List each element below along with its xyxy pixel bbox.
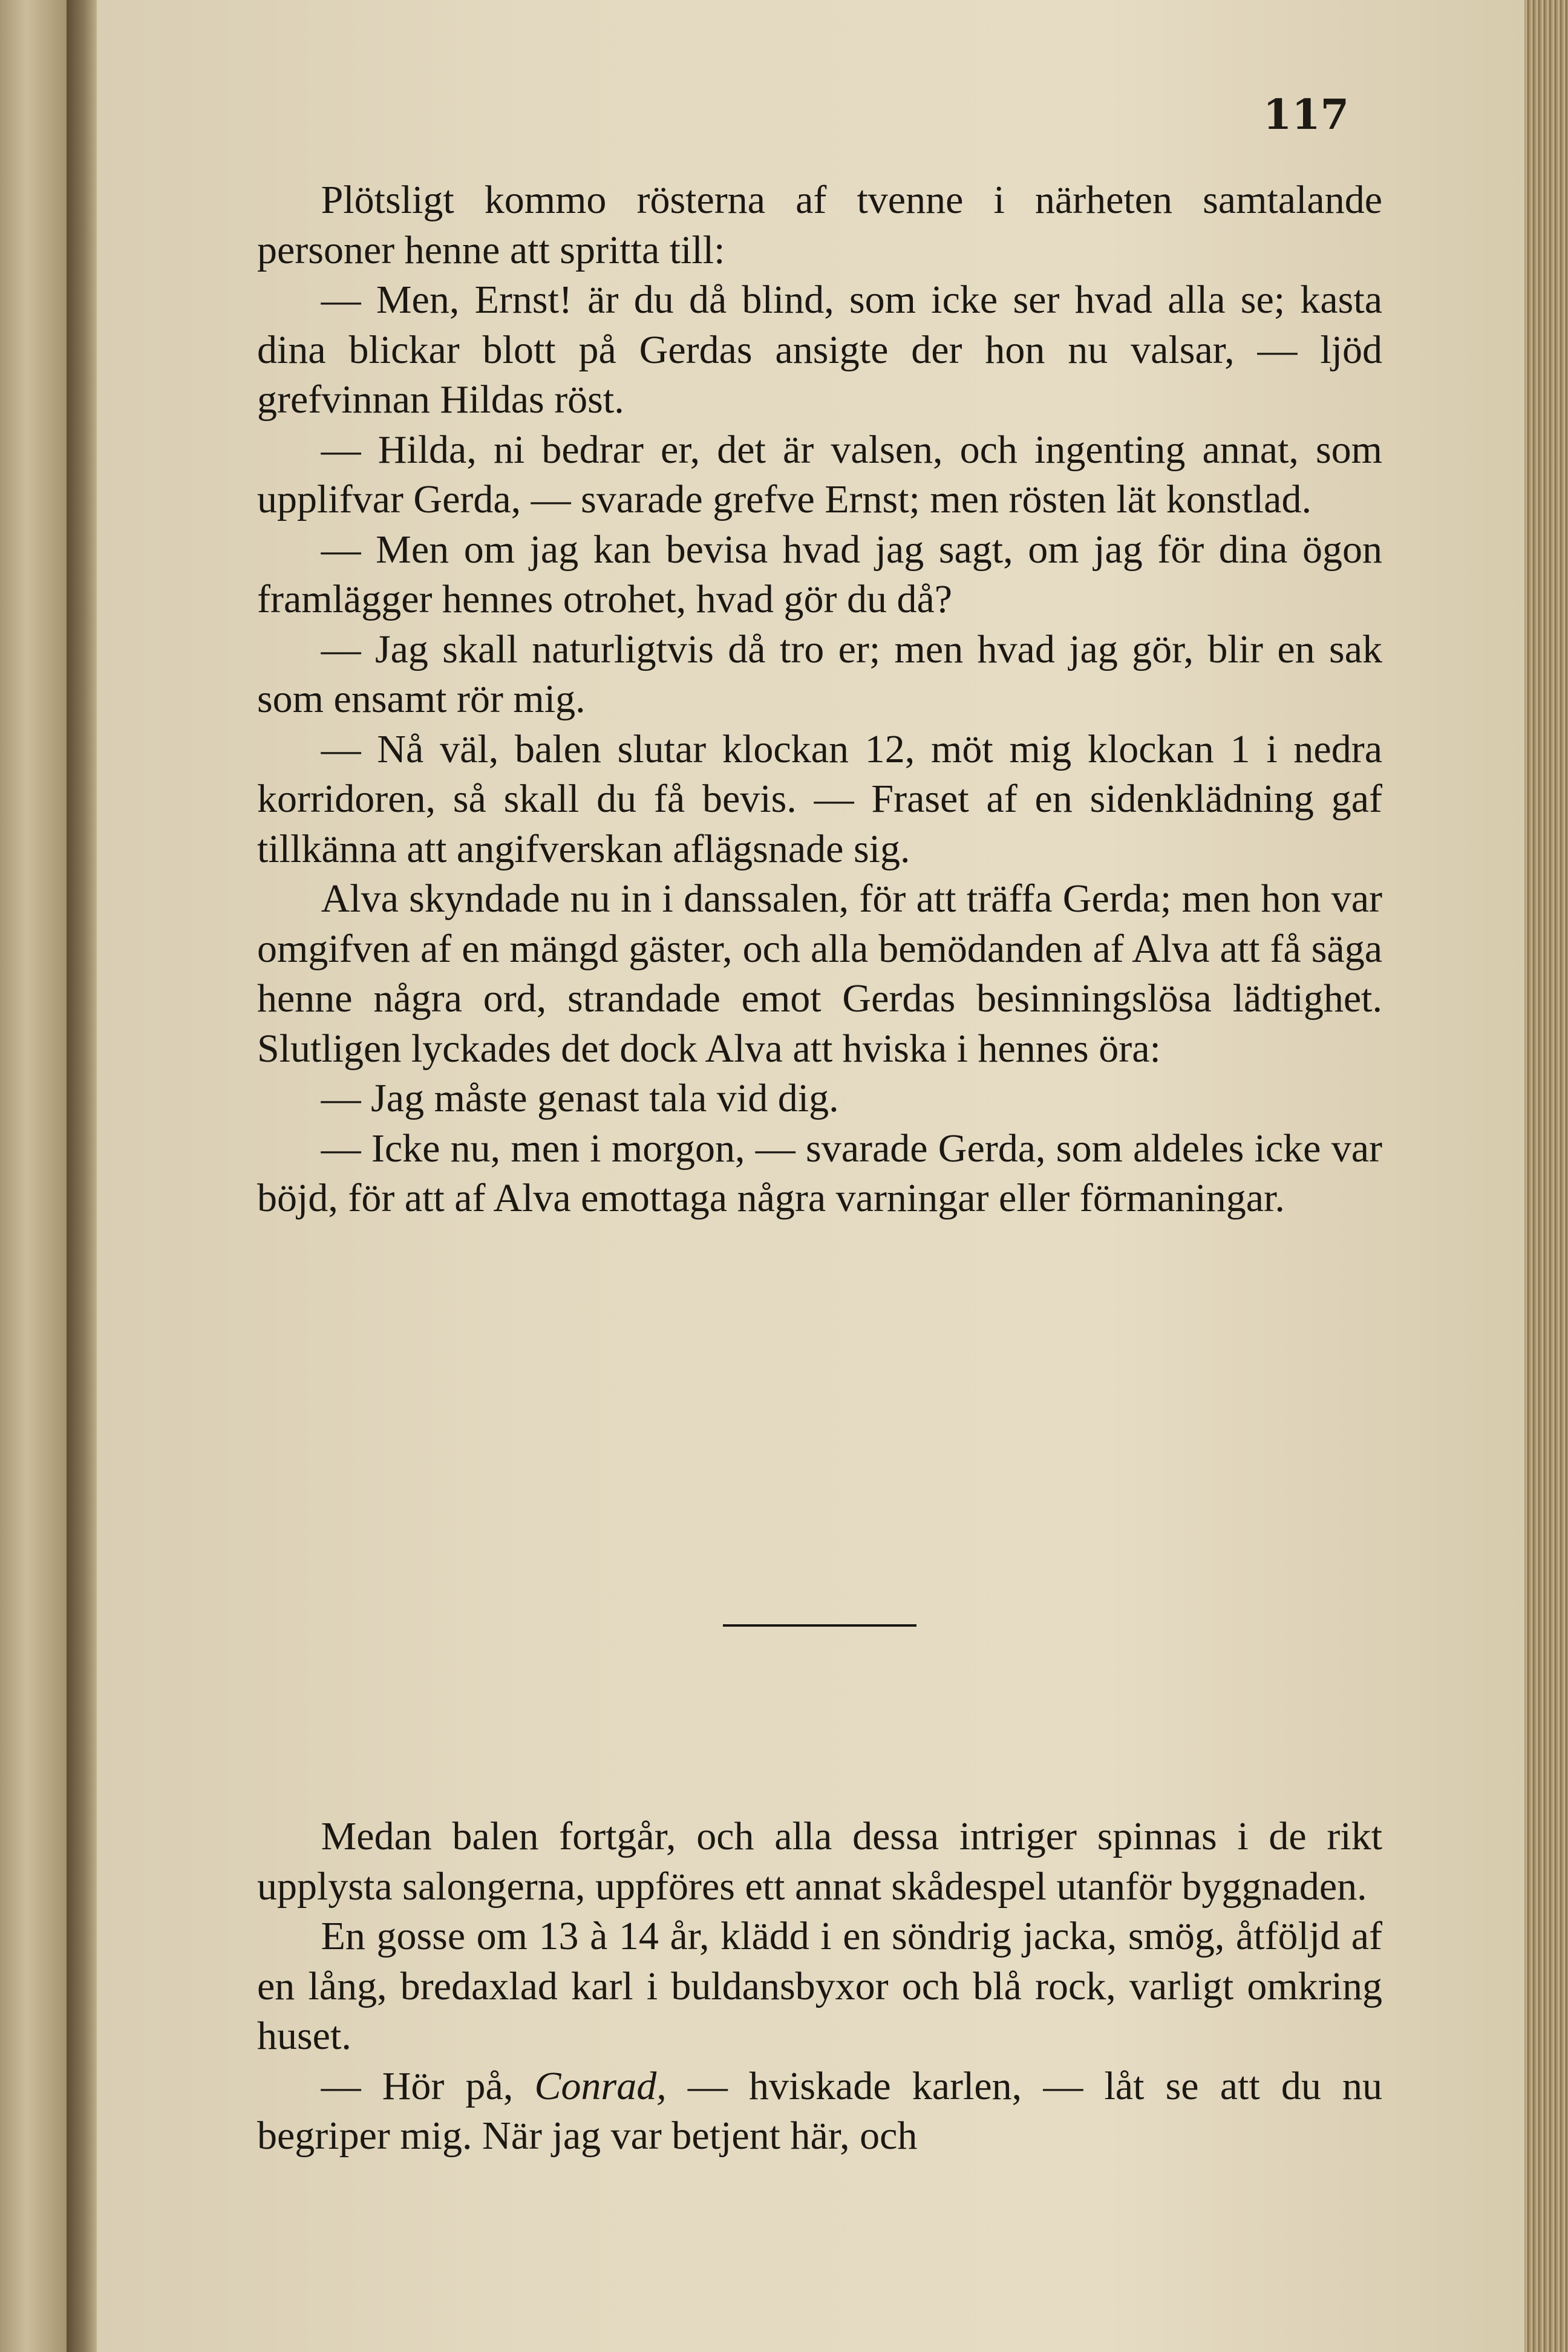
paragraph: — Jag måste genast tala vid dig. — [321, 1076, 839, 1120]
dialogue-text: — hviskade karlen, — låt se att du nu begriper mig. När jag var betjent här, och — [257, 2063, 1382, 2158]
section-separator-rule — [723, 1624, 916, 1627]
paragraph: — Nå väl, balen slutar klockan 12, möt mig klockan 1 i nedra korridoren, så skall du få bevis. — Fraset af en sidenklädning gaf tillkänna att angifverskan aflägsnade sig. — [257, 727, 1382, 871]
book-gutter — [67, 0, 97, 2352]
dialogue-text: — Hör på, — [321, 2063, 535, 2108]
page-stack-edges — [1524, 0, 1568, 2352]
paragraph: — Men, Ernst! är du då blind, som icke ser hvad alla se; kasta dina blickar blott på Gerdas ansigte der hon nu valsar, — ljöd grefvinnan Hildas röst. — [257, 278, 1382, 422]
paragraph: En gosse om 13 à 14 år, klädd i en söndrig jacka, smög, åtföljd af en lång, bredaxlad karl i buldansbyxor och blå rock, varligt omkring huset. — [257, 1914, 1382, 2058]
text-section-1 — [257, 175, 1382, 1224]
paragraph: Medan balen fortgår, och alla dessa intriger spinnas i de rikt upplysta salongerna, uppföres ett annat skådespel utanför byggnaden. — [257, 1814, 1382, 1909]
paragraph: — Men om jag kan bevisa hvad jag sagt, om jag för dina ögon framlägger hennes otrohet, hvad gör du då? — [257, 527, 1382, 621]
paragraph: Alva skyndade nu in i danssalen, för att träffa Gerda; men hon var omgifven af en mängd gäster, och alla bemödanden af Alva att få säga henne några ord, strandade emot Gerdas besinningslösa lädtighet. Slutligen lyckades det dock Alva att hviska i hennes öra: — [257, 877, 1382, 1071]
left-page-edge — [0, 0, 67, 2352]
page-number: 117 — [1263, 91, 1349, 139]
paragraph: — Jag skall naturligtvis då tro er; men hvad jag gör, blir en sak som ensamt rör mig. — [257, 627, 1382, 721]
paragraph: — Hilda, ni bedrar er, det är valsen, och ingenting annat, som upplifvar Gerda, — svarade grefve Ernst; men rösten lät konstlad. — [257, 427, 1382, 521]
paragraph: — Icke nu, men i morgon, — svarade Gerda, som aldeles icke var böjd, för att af Alva emottaga några varningar eller förmaningar. — [257, 1126, 1382, 1220]
italic-name: Conrad, — [534, 2063, 667, 2108]
paragraph: Plötsligt kommo rösterna af tvenne i närheten samtalande personer henne att spritta till: — [257, 178, 1382, 272]
paragraph — [257, 2062, 1382, 2161]
text-section-2 — [257, 1812, 1382, 2161]
